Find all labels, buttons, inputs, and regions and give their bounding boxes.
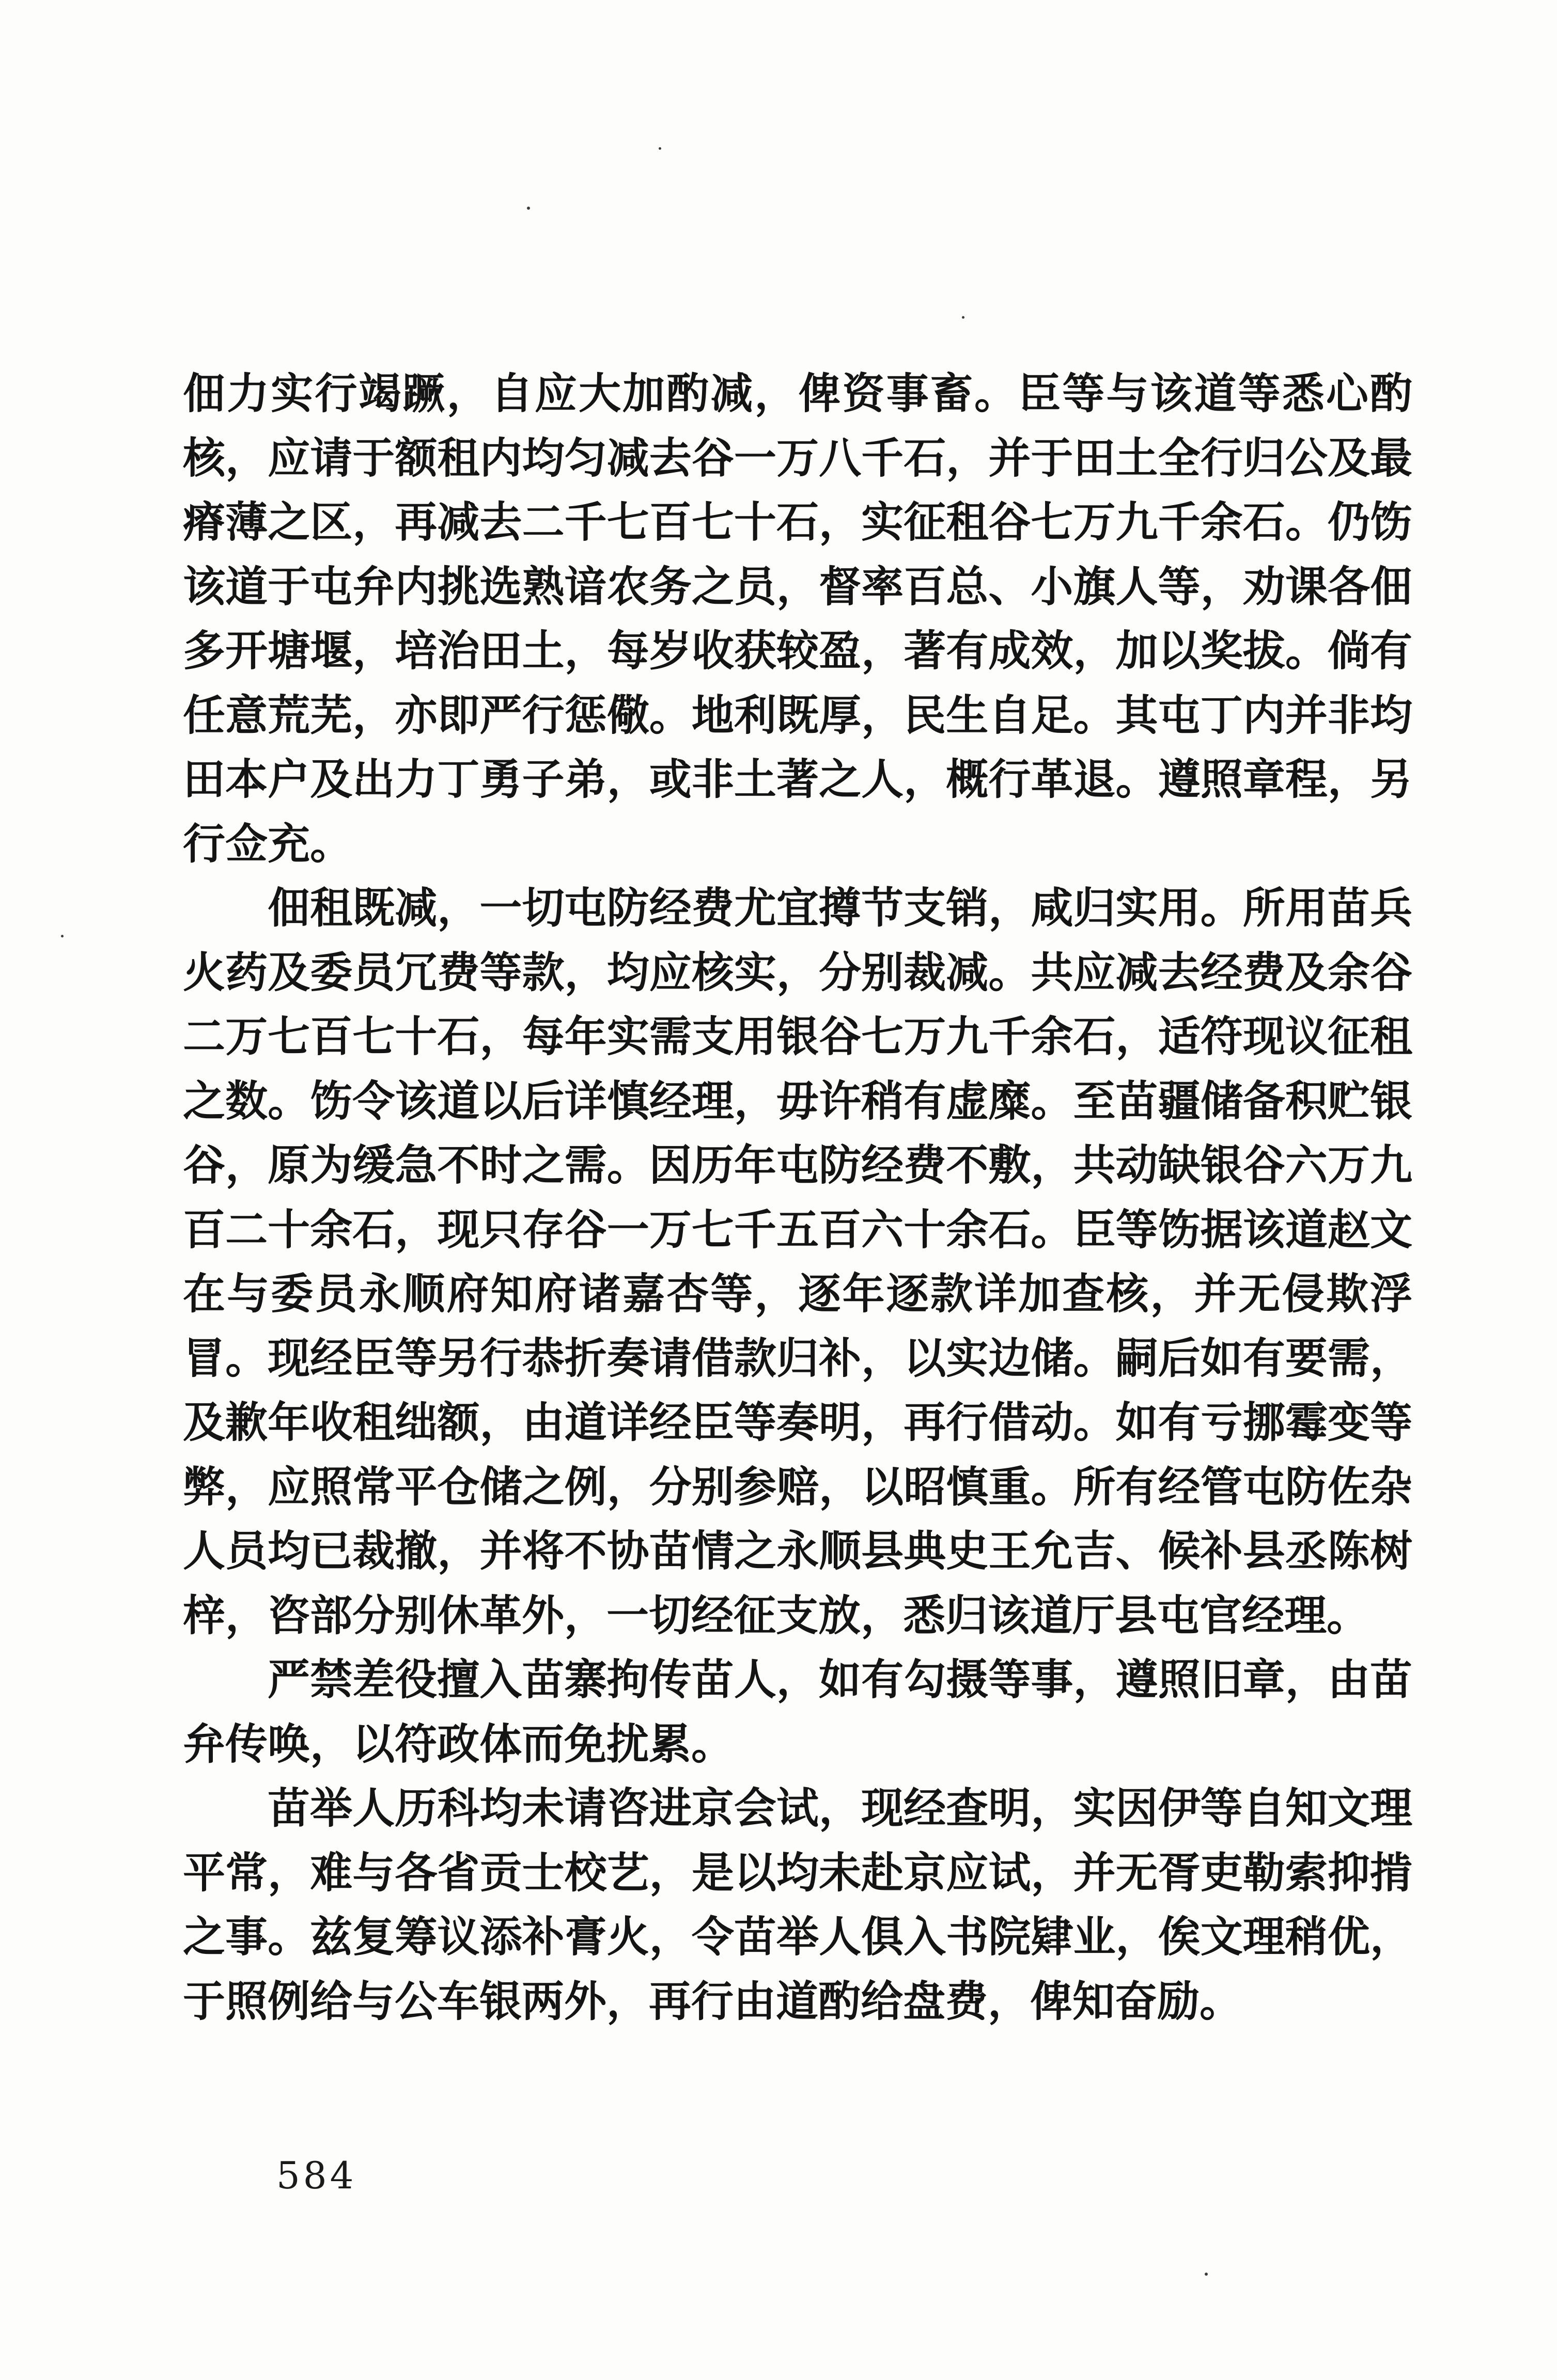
scan-speck <box>659 147 661 150</box>
paragraph-1: 佃力实行竭蹶，自应大加酌减，俾资事畜。臣等与该道等悉心酌核，应请于额租内均匀减去谷一万八千石，并于田土全行归公及最瘠薄之区，再减去二千七百七十石，实征租谷七万九千余石。仍饬该道于屯弁内挑选熟谙农务之员，督率百总、小旗人等，劝课各佃多开塘堰，培治田土，每岁收获较盈，著有成效，加以奖拔。倘有任意荒芜，亦即严行惩儆。地利既厚，民生自足。其屯丁内并非均田本户及出力丁勇子弟，或非土著之人，概行革退。遵照章程，另行佥充。 <box>183 369 1412 869</box>
scan-speck <box>1205 2273 1208 2276</box>
paragraph-2: 佃租既减，一切屯防经费尤宜撙节支销，咸归实用。所用苗兵火药及委员冗费等款，均应核实，分别裁减。共应减去经费及余谷二万七百七十石，每年实需支用银谷七万九千余石，适符现议征租之数。饬令该道以后详慎经理，毋许稍有虚糜。至苗疆储备积贮银谷，原为缓急不时之需。因历年屯防经费不敷，共动缺银谷六万九百二十余石，现只存谷一万七千五百六十余石。臣等饬据该道赵文在与委员永顺府知府诸嘉杏等，逐年逐款详加查核，并无侵欺浮冒。现经臣等另行恭折奏请借款归补，以实边储。嗣后如有要需，及歉年收租绌额，由道详经臣等奏明，再行借动。如有亏挪霉变等弊，应照常平仓储之例，分别参赔，以昭慎重。所有经管屯防佐杂人员均已裁撤，并将不协苗情之永顺县典史王允吉、候补县丞陈树梓，咨部分别休革外，一切经征支放，悉归该道厅县屯官经理。 <box>183 883 1412 1640</box>
scan-speck <box>527 207 530 210</box>
paragraph-4: 苗举人历科均未请咨进京会试，现经查明，实因伊等自知文理平常，难与各省贡士校艺，是以均未赴京应试，并无胥吏勒索抑掯之事。兹复筹议添补膏火，令苗举人俱入书院肄业，俟文理稍优，于照例给与公车银两外，再行由道酌给盘费，俾知奋励。 <box>183 1783 1412 2026</box>
paragraph-3: 严禁差役擅入苗寨拘传苗人，如有勾摄等事，遵照旧章，由苗弁传唤，以符政体而免扰累。 <box>183 1655 1412 1769</box>
scan-speck <box>61 935 64 937</box>
page-number: 584 <box>276 2154 357 2197</box>
scan-speck <box>962 316 964 319</box>
body-text <box>183 362 1412 2033</box>
